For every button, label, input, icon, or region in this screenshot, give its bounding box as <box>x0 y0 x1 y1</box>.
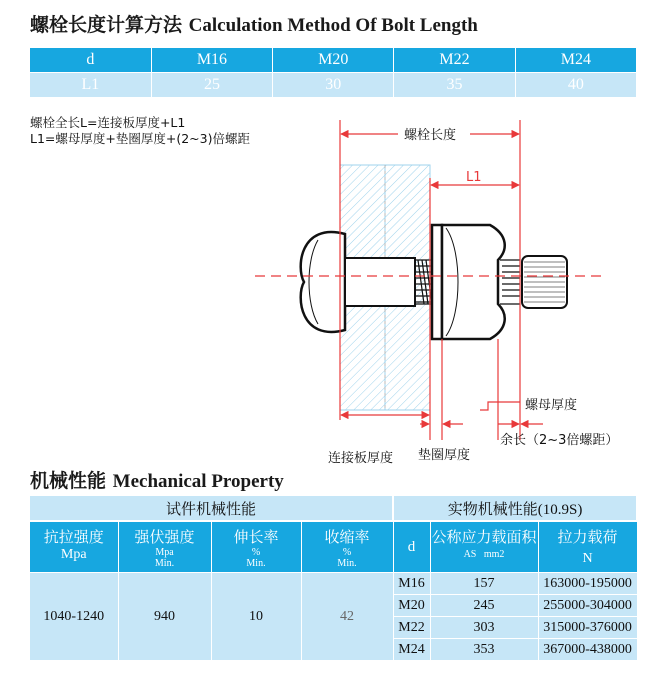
specimen-shrink-value: 42 <box>301 573 393 661</box>
col-tensile-cn: 抗拉强度 <box>43 528 104 546</box>
row-area: 245 <box>430 595 538 617</box>
bolt-length-label: 螺栓长度 <box>404 128 457 143</box>
bolt-length-table <box>30 48 637 97</box>
row-area: 157 <box>430 573 538 595</box>
col-shrinkage <box>301 521 393 573</box>
col-shrink-cn: 收缩率 <box>324 528 370 546</box>
bolt-shank <box>345 258 415 306</box>
bolt-thread-end <box>500 260 520 304</box>
col-area-unit: mm2 <box>483 549 505 560</box>
bolt-length-title-en: Calculation Method Of Bolt Length <box>188 15 478 36</box>
mechanical-property-table <box>30 496 638 660</box>
bolt-diagram <box>0 110 665 470</box>
product-group-header-cn: 实物机械性能 <box>447 499 538 518</box>
row-cell: 30 <box>273 73 394 98</box>
row-d: M22 <box>393 617 430 639</box>
header-cell: M22 <box>394 48 515 73</box>
specimen-yield-value: 940 <box>118 573 211 661</box>
row-cell: L1 <box>30 73 151 98</box>
bolt-length-title-cn: 螺栓长度计算方法 <box>30 14 183 36</box>
table-row <box>30 573 637 595</box>
col-tensile-unit: Mpa <box>60 547 87 562</box>
row-d: M20 <box>393 595 430 617</box>
plate-thickness-label: 连接板厚度 <box>328 451 394 466</box>
header-cell: M20 <box>273 48 394 73</box>
header-cell: d <box>30 48 151 73</box>
length-table-row <box>30 73 637 98</box>
col-stress-area <box>430 521 538 573</box>
col-elongation <box>211 521 301 573</box>
product-group-grade: (10.9S) <box>537 501 583 518</box>
col-tensile <box>30 521 118 573</box>
row-d: M24 <box>393 639 430 661</box>
col-yield <box>118 521 211 573</box>
column-header-row <box>30 521 637 573</box>
col-yield-cn: 强伏强度 <box>134 528 195 546</box>
length-table-header-row <box>30 48 637 73</box>
group-header-row <box>30 496 637 521</box>
washer <box>432 225 442 339</box>
col-shrink-note: Min. <box>337 558 357 569</box>
extra-length-label: 余长（2~3倍螺距） <box>500 433 619 448</box>
mechanical-property-title-en: Mechanical Property <box>112 471 284 492</box>
row-area: 303 <box>430 617 538 639</box>
bolt-head <box>301 232 345 332</box>
row-load: 315000-376000 <box>538 617 637 639</box>
nut <box>442 225 505 339</box>
row-load: 367000-438000 <box>538 639 637 661</box>
specimen-tensile-value: 1040-1240 <box>30 573 118 661</box>
mechanical-property-title-cn: 机械性能 <box>30 470 107 492</box>
col-elong-unit: % <box>251 547 261 558</box>
col-elong-note: Min. <box>246 558 266 569</box>
col-shrink-unit: % <box>342 547 352 558</box>
l1-label: L1 <box>466 170 482 185</box>
col-d: d <box>393 521 430 573</box>
spline-tip <box>522 256 567 308</box>
col-tensile-load <box>538 521 637 573</box>
col-load-unit: N <box>582 551 593 566</box>
mechanical-property-title <box>30 466 284 493</box>
product-group-header <box>393 496 637 521</box>
row-cell: 35 <box>394 73 515 98</box>
header-cell: M16 <box>151 48 272 73</box>
col-yield-unit: Mpa <box>155 547 174 558</box>
col-elong-cn: 伸长率 <box>233 528 279 546</box>
col-area-sym: AS <box>463 549 477 560</box>
specimen-elong-value: 10 <box>211 573 301 661</box>
washer-thickness-label: 垫圈厚度 <box>418 448 471 463</box>
header-cell: M24 <box>515 48 636 73</box>
row-load: 163000-195000 <box>538 573 637 595</box>
bolt-length-title <box>30 10 478 37</box>
row-cell: 40 <box>515 73 636 98</box>
nut-thickness-label: 螺母厚度 <box>525 398 578 413</box>
formula-line-1: 螺栓全长L=连接板厚度+L1 <box>30 115 186 130</box>
specimen-group-header: 试件机械性能 <box>30 496 393 521</box>
row-cell: 25 <box>151 73 272 98</box>
row-load: 255000-304000 <box>538 595 637 617</box>
row-d: M16 <box>393 573 430 595</box>
col-area-cn: 公称应力载面积 <box>431 528 537 546</box>
row-area: 353 <box>430 639 538 661</box>
col-yield-note: Min. <box>154 558 175 569</box>
formula-line-2: L1=螺母厚度+垫圈厚度+(2~3)倍螺距 <box>30 131 250 146</box>
col-load-cn: 拉力载荷 <box>557 528 618 546</box>
